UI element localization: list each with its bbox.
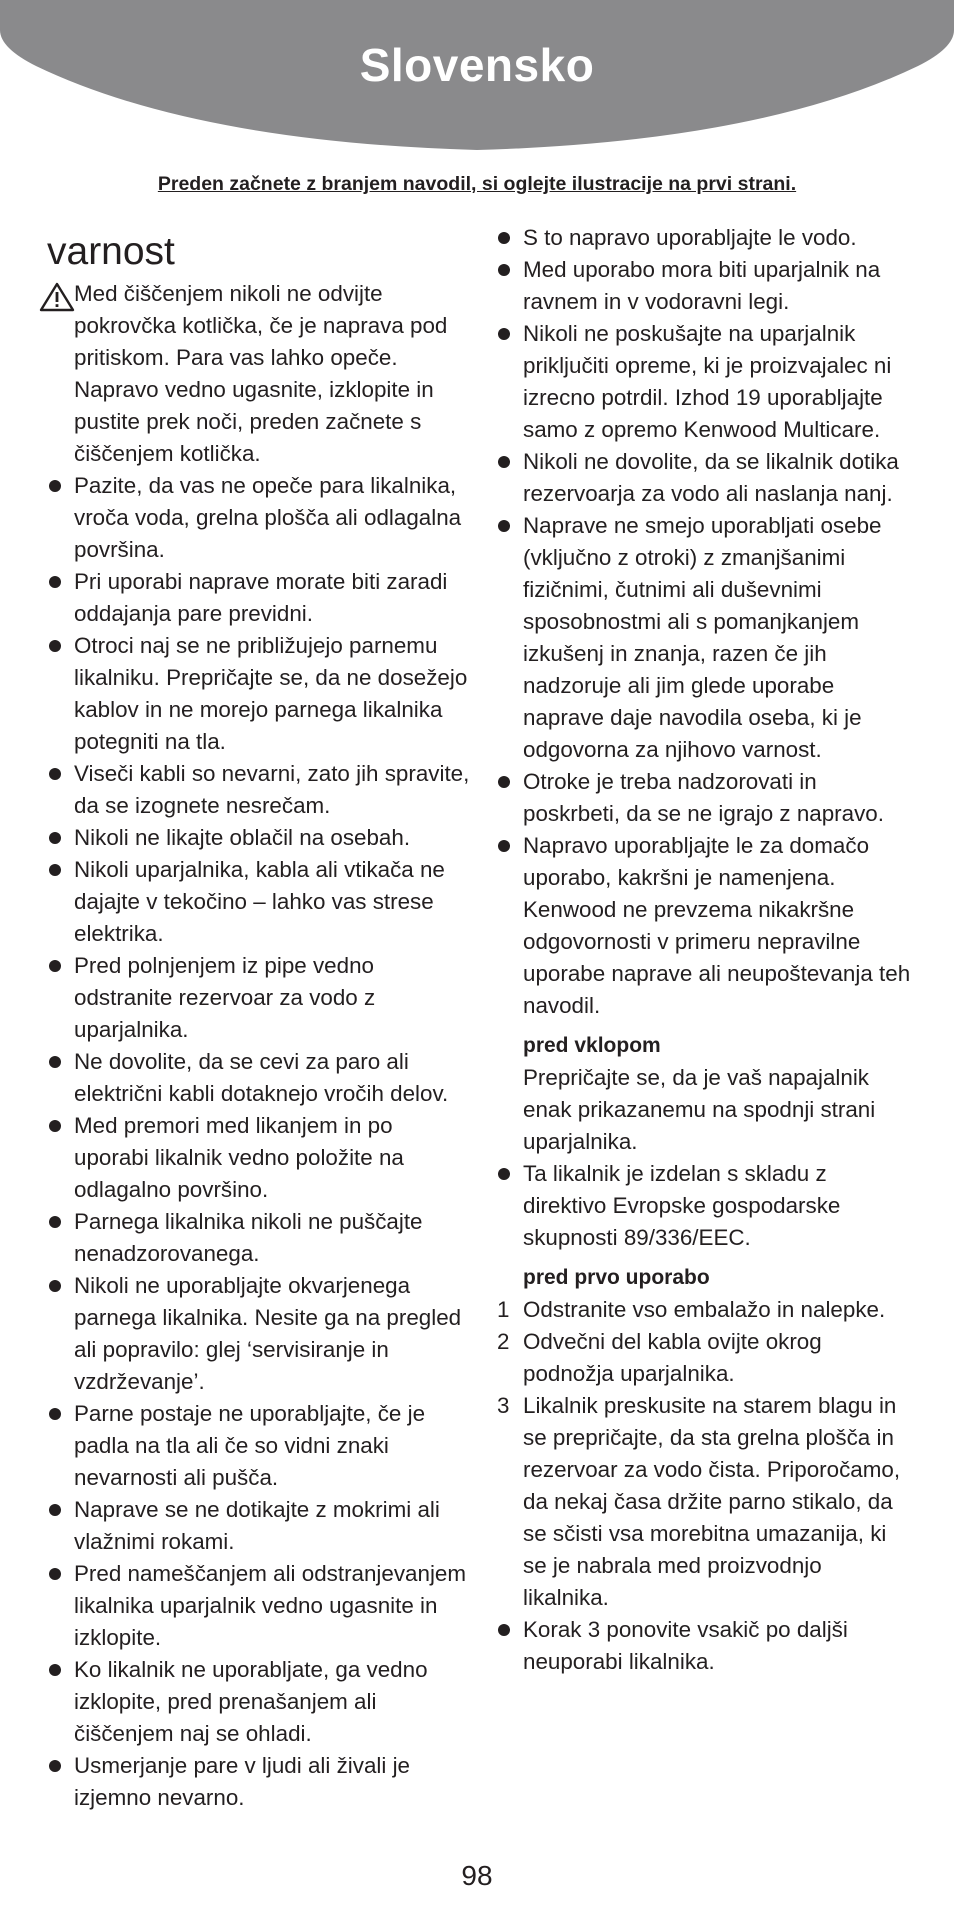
bullet-icon [498, 776, 510, 788]
list-item: Nikoli ne poskušajte na uparjalnik priključiti opreme, ki je proizvajalec ni izrecno potrdil. Izhod 19 uporabljajte samo z opremo Kenwood Multicare. [493, 318, 913, 446]
list-item: S to napravo uporabljajte le vodo. [493, 222, 913, 254]
bullet-icon [49, 1760, 61, 1772]
warning-item [44, 278, 472, 470]
bullet-icon [498, 456, 510, 468]
list-item: Pazite, da vas ne opeče para likalnika, vroča voda, grelna plošča ali odlagalna površina. [44, 470, 472, 566]
bullet-icon [49, 576, 61, 588]
bullet-icon [49, 1056, 61, 1068]
list-item: Nikoli ne dovolite, da se likalnik dotika rezervoarja za vodo ali naslanja nanj. [493, 446, 913, 510]
first-use-steps [493, 1294, 913, 1614]
bullet-icon [49, 1664, 61, 1676]
list-item: Ta likalnik je izdelan s skladu z direktivo Evropske gospodarske skupnosti 89/336/EEC. [493, 1158, 913, 1254]
warning-text: Med čiščenjem nikoli ne odvijte pokrovčka kotlička, če je naprava pod pritiskom. Para vas lahko opeče. Napravo vedno ugasnite, izklopite in pustite prek noči, preden začnete s čiščenjem kotlička. [74, 281, 448, 466]
safety-list [44, 278, 472, 1814]
bullet-icon [498, 264, 510, 276]
list-item: Usmerjanje pare v ljudi ali živali je izjemno nevarno. [44, 1750, 472, 1814]
section-title-safety: varnost [47, 230, 175, 273]
list-item: Pri uporabi naprave morate biti zaradi oddajanja pare previdni. [44, 566, 472, 630]
list-item: Nikoli ne uporabljajte okvarjenega parnega likalnika. Nesite ga na pregled ali popravilo: glej ‘servisiranje in vzdrževanje’. [44, 1270, 472, 1398]
bullet-icon [498, 232, 510, 244]
bullet-icon [49, 1120, 61, 1132]
numbered-step: 3 Likalnik preskusite na starem blagu in se prepričajte, da sta grelna plošča in rezervoar za vodo čista. Priporočamo, da nekaj časa držite parno stikalo, da se sčisti vsa morebitna umazanija, ki se je nabrala med proizvodnjo likalnika. [493, 1390, 913, 1614]
section-title-before-plugging: pred vklopom [523, 1034, 661, 1057]
numbered-step: 1 Odstranite vso embalažo in nalepke. [493, 1294, 913, 1326]
bullet-icon [498, 520, 510, 532]
list-item: Parne postaje ne uporabljajte, če je padla na tla ali če so vidni znaki nevarnosti ali pušča. [44, 1398, 472, 1494]
bullet-icon [49, 864, 61, 876]
list-item: Naprave se ne dotikajte z mokrimi ali vlažnimi rokami. [44, 1494, 472, 1558]
page-number: 98 [461, 1860, 493, 1891]
bullet-icon [49, 1504, 61, 1516]
right-column [493, 222, 913, 1678]
page-language-title: Slovensko [359, 39, 595, 91]
list-item: Viseči kabli so nevarni, zato jih spravite, da se izognete nesrečam. [44, 758, 472, 822]
step-number: 2 [497, 1329, 510, 1354]
bullet-icon [49, 832, 61, 844]
step-number: 3 [497, 1393, 510, 1418]
list-item: Ne dovolite, da se cevi za paro ali električni kabli dotaknejo vročih delov. [44, 1046, 472, 1110]
bullet-icon [49, 480, 61, 492]
bullet-icon [49, 640, 61, 652]
bullet-icon [49, 1216, 61, 1228]
list-item: Pred polnjenjem iz pipe vedno odstranite rezervoar za vodo z uparjalnika. [44, 950, 472, 1046]
before-plugging-text: Prepričajte se, da je vaš napajalnik enak prikazanemu na spodnji strani uparjalnika. [523, 1065, 876, 1154]
bullet-icon [498, 328, 510, 340]
list-item: Otroke je treba nadzorovati in poskrbeti, da se ne igrajo z napravo. [493, 766, 913, 830]
list-item: Napravo uporabljajte le za domačo uporabo, kakršni je namenjena. Kenwood ne prevzema nikakršne odgovornosti v primeru nepravilne uporabe naprave ali neupoštevanja teh navodil. [493, 830, 913, 1022]
bullet-icon [49, 1280, 61, 1292]
step-number: 1 [497, 1297, 510, 1322]
safety-list-continued [493, 222, 913, 1022]
list-item: Med uporabo mora biti uparjalnik na ravnem in v vodoravni legi. [493, 254, 913, 318]
intro-note: Preden začnete z branjem navodil, si oglejte ilustracije na prvi strani. [157, 173, 797, 195]
left-column [44, 222, 472, 1814]
list-item: Korak 3 ponovite vsakič po daljši neuporabi likalnika. [493, 1614, 913, 1678]
list-item: Nikoli ne likajte oblačil na osebah. [44, 822, 472, 854]
section-title-first-use: pred prvo uporabo [523, 1266, 710, 1289]
list-item: Naprave ne smejo uporabljati osebe (vključno z otroki) z zmanjšanimi fizičnimi, čutnimi ali duševnimi sposobnostmi ali s pomanjkanjem izkušenj in znanja, razen če jih nadzoruje ali jim glede uporabe naprave daje navodila oseba, ki je odgovorna za njihovo varnost. [493, 510, 913, 766]
bullet-icon [498, 1168, 510, 1180]
list-item: Pred nameščanjem ali odstranjevanjem likalnika uparjalnik vedno ugasnite in izklopite. [44, 1558, 472, 1654]
first-use-list [493, 1614, 913, 1678]
bullet-icon [49, 1568, 61, 1580]
numbered-step: 2 Odvečni del kabla ovijte okrog podnožja uparjalnika. [493, 1326, 913, 1390]
list-item: Parnega likalnika nikoli ne puščajte nenadzorovanega. [44, 1206, 472, 1270]
bullet-icon [498, 1624, 510, 1636]
list-item: Nikoli uparjalnika, kabla ali vtikača ne dajajte v tekočino – lahko vas strese elektrika. [44, 854, 472, 950]
bullet-icon [498, 840, 510, 852]
bullet-icon [49, 960, 61, 972]
list-item: Otroci naj se ne približujejo parnemu likalniku. Prepričajte se, da ne dosežejo kablov in ne morejo parnega likalnika potegniti na tla. [44, 630, 472, 758]
bullet-icon [49, 1408, 61, 1420]
list-item: Ko likalnik ne uporabljate, ga vedno izklopite, pred prenašanjem ali čiščenjem naj se ohladi. [44, 1654, 472, 1750]
bullet-icon [49, 768, 61, 780]
before-plugging-list [493, 1158, 913, 1254]
warning-triangle-icon [39, 282, 75, 312]
list-item: Med premori med likanjem in po uporabi likalnik vedno položite na odlagalno površino. [44, 1110, 472, 1206]
